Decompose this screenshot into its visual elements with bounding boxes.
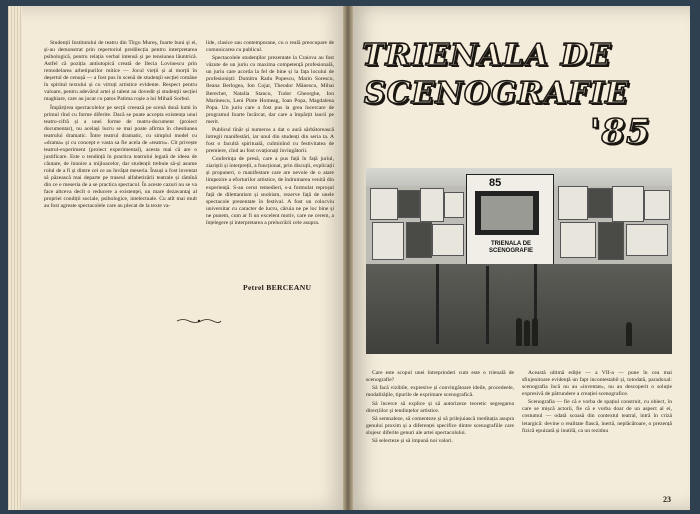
pole [436,264,439,344]
pole [486,266,489,344]
author-signature: Petrel BERCEANU [243,283,312,292]
paragraph: Să facă vizibile, expresive și convingătoare ideile, procedeele, modalitățile, tipurile de exprimare scenografică. [366,385,514,399]
paragraph: Publicul tînăr și numeros a dat o aură sărbătorească întregii manifestări, iar unul din studenți din seria ta. A fost o facultă spirituală, culminînd cu festivitatea de premiere, cînd au fost ovaționați învingătorii. [206,126,334,155]
paragraph: Această ultimă ediție — a VII-a — pune în cea mai sfinjenitoare evidență un fapt incontestabil și, totodată, paradoxal: scenografia încă nu au «inventat», nu au descoperit o soluție expresivă de pătrundere a creației scenografice. [522,370,672,398]
board-frame-inner [481,196,533,230]
person-silhouette [516,318,522,346]
board-label: TRIENALA DE SCENOGRAFIE [488,241,533,254]
paragraph: Scenografia — fie că e vorba de spațiul construit, cu obiect, în care se mișcă actorii, fie că e vorba doar de un aspect al ei, costumul — odată scoasă din contextul teatral, intră în criză letargică: devine o realitate flască, inertă, neplăcătoare, o prezență fizică epuizată și inutilă, ca un reziduu [522,399,672,434]
poster [420,188,444,222]
poster [560,222,596,258]
article-title-line-1: TRIENALA DE [362,38,612,73]
article-title-line-3: '85 [590,112,651,152]
exhibition-photo [366,168,672,354]
page-edge [8,6,22,510]
ornament-divider [175,318,223,324]
paragraph: Să semnaleze, să comenteze și să prilejuiască meditația asupra genului proxim și a diferenței specifice dintre scenografiile care slujesc diferite genuri ale artei spectacolului. [366,415,514,436]
person-silhouette [626,322,632,346]
paragraph: Spectacolele studenților prezentate la Craiova au fost văzute de un juriu cu maxima competență profesională, un juriu care acorda la fel de bine și la fața locului de profesioniști: Dumitru Radu Popescu, Marin Sorescu, Ileana Berlogea, Ion Cojar, Theodor Mănescu, Mihai Berechet, Natalia Stancu, Tudor Gheorghe, Ion Marinescu, Leni Pinte Homeag, Ioan Popa, Magdalena Popa. Un juriu care a fost pus la grea încercare de programul foarte încărcat, dar care a împărțit laurii pe merit. [206,55,334,125]
poster [588,188,612,218]
left-column-2 [206,40,334,280]
board-number: 85 [489,177,502,189]
paragraph: lide, clasice sau contemporane, cu o reală preocupare de comunicarea cu publicul. [206,40,334,54]
poster [370,188,398,220]
article-title-line-2: SCENOGRAFIE [364,76,629,111]
right-column-1 [366,370,514,492]
paragraph: Studenții Institutului de teatru din Tîrgu Mureș, foarte buni și ei, și-au demonstrat prin repertoriul predilecția pentru interpretarea psihologică, pentru relația verbal intensă și pe tensiunea lăuntrică. Astfel că poziția antiutopică creată de Ilecia Lovinescu prin remodelarea arhetipurilor mitice — Jocul vieții și al morții în deșertul de cenușă — a fost pus în scenă de studenții secției române în spiritul textului și cu virtuți artistice evidente. Respect pentru valoare, pentru adevărul artei și talent au dovedit și studenții secției maghiare, care au jucat cu patos Patima roșie a lui Mihail Sorbul. [44,40,197,103]
poster [398,190,420,218]
poster [372,222,404,260]
paragraph: Conferința de presă, care a pus față în față juriul, ziariștii și interpreții, a funcționat, prin discuții, explicații și propuneri, o manifestare care are nevoie de o atare limpezire a eforturilor artistice, de îndrumarea venită din experiență. S-au cerut remedieri, s-a formulat reproșul față de dilettantism și snobism, rezerve față de unele spectacole prezentate în festival. A fost un colocviu universitar cu caracter de lucru, căruia ne pe loc bine și ne punem, cum ar fi un excelent motiv, care ne cerem, a înțelegere și interpretarea a prelucrării cele asupra. [206,156,335,226]
page-number: 23 [663,495,671,504]
paragraph: Să selecteze și să impună noi valori. [372,438,453,445]
poster [432,224,464,256]
paragraph: Care este scopul unei întreprinderi cum este o trienală de scenografie? [366,370,514,384]
person-silhouette [532,318,538,346]
poster [612,186,644,222]
book-gutter [343,6,353,510]
right-column-2 [522,370,672,492]
paragraph: Împărțirea spectacolelor pe secții creează pe scenă două lumi în primul rînd cu forme diferite. Dacă se poate accepta existența unui teatru-cifră și a unei forme de teatru-document (proiect documentar), nu același lucru se mai poate afirma în chestiunea teatrului dramatic. Între teatrul dramatic, cu simplul model cu «drama» și cu concept e vasta sa fie acela de «teatru». Cît privește teatrul-experiment (proiect experimental), acesta mai că are o justificare. Este o tendință în practica teatrului legată de ideea de căutare, de înnoire a mijloacelor, dar studenții trebuie să-și asume rolul de a fi și dintre cei ce au învățat meseria. Însuși a fost inventat să păzească mai departe pe traseul alfabetizării teatrale și rămînă din ce e meseria de a se practica spectacol. În aceste cazuri nu se va face altceva decît o reducere a existenței, un mare dezavantaj al propriei condiții sociale, psihologice, intelectuale. Cu atît mai mult au fost agreate spectacolele care au plecat de la texte va- [44,104,197,210]
poster [626,224,668,256]
paragraph: Să încerce să explice și să autorizeze teoretic segregarea direcțiilor și tendințelor artistice. [366,400,514,414]
poster [558,186,588,220]
left-column-1 [44,40,197,320]
poster [406,222,432,258]
poster [598,222,624,260]
trienala-board [466,174,554,268]
poster [444,192,464,218]
poster [644,190,670,220]
person-silhouette [524,320,530,346]
